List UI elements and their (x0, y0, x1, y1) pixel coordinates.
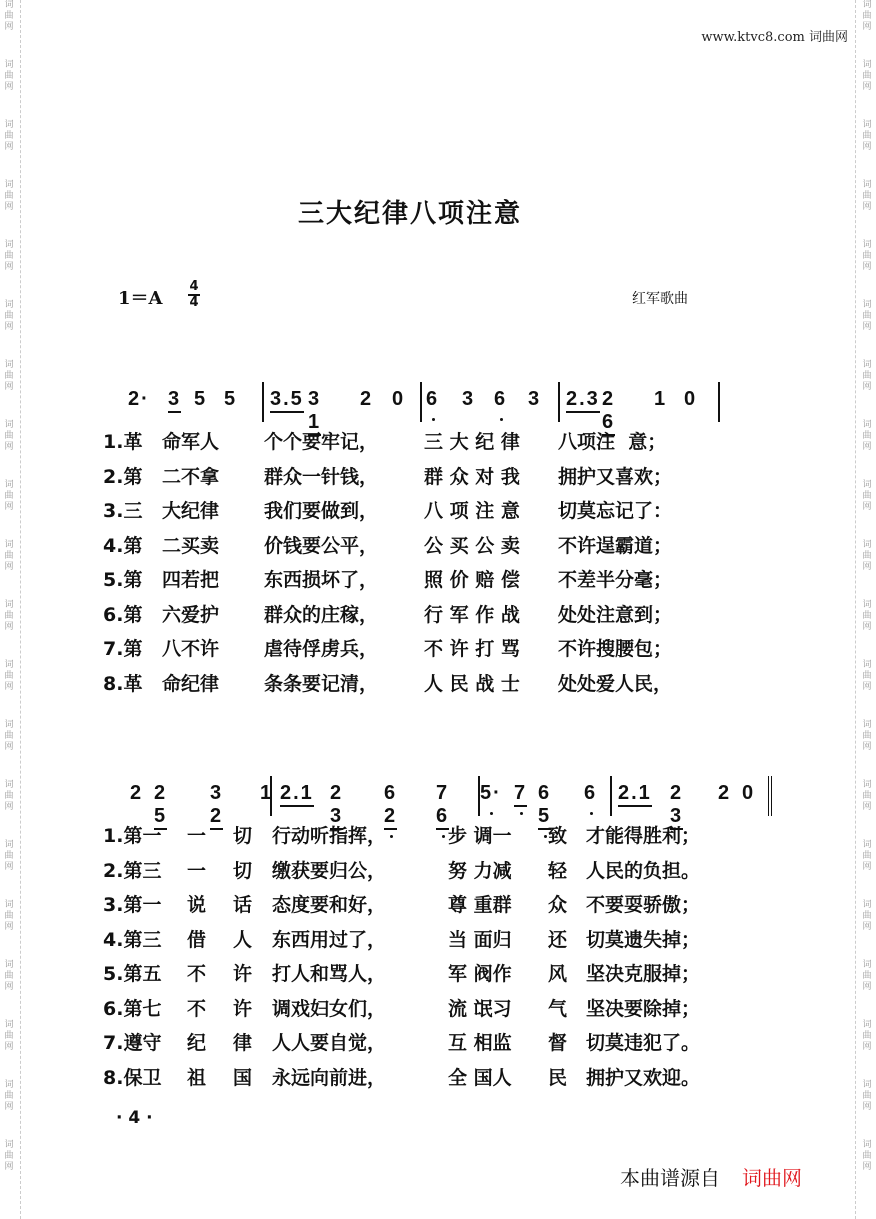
note: 1 (260, 782, 274, 804)
note: 0 (742, 782, 756, 804)
note: 5 (224, 388, 238, 410)
lyric-segment: 态度要和好， (272, 894, 387, 916)
lyric-segment: 人 (233, 928, 253, 951)
lyric-segment: 律 (233, 1032, 253, 1054)
lyric-segment: 一 (187, 859, 207, 882)
lyric-segment: 8.保卫 (103, 1066, 162, 1089)
lyric-segment: 步 调一 (448, 825, 512, 847)
lyric-segment: 军 阀作 (448, 963, 512, 985)
lyric-segment: 坚决克服掉； (586, 963, 701, 985)
lyric-segment: 六爱护 (162, 603, 220, 626)
lyric-segment: 2.第 (103, 465, 143, 488)
lyric-segment: 不许逞霸道； (558, 534, 673, 557)
lyric-segment: 切莫忘记了： (558, 500, 673, 522)
lyric-segment: 说 (187, 894, 207, 916)
note: 6 5 (538, 782, 551, 830)
watermark-text: 词曲网 (862, 1080, 872, 1112)
watermark-text: 词曲网 (4, 960, 14, 992)
lyric-segment: 许 (233, 963, 253, 985)
note: 3 2 (210, 782, 223, 830)
watermark-text: 词曲网 (862, 180, 872, 212)
lyric-segment: 打人和骂人， (272, 963, 387, 985)
lyric-segment: 督 (548, 1032, 568, 1054)
lyric-segment: 调戏妇女们， (272, 997, 387, 1020)
watermark-text: 词曲网 (4, 420, 14, 452)
lyric-segment: 东西用过了， (272, 928, 387, 951)
lyric-segment: 8.革 (103, 672, 143, 695)
lyric-segment: 群众一针钱， (264, 465, 379, 488)
lyric-segment: 切莫遗失掉； (586, 928, 701, 951)
credit-site: 词曲网 (742, 1166, 802, 1190)
lyric-segment: 我们要做到， (264, 500, 379, 522)
time-top: 4 (189, 279, 199, 294)
lyric-segment: 三 大 纪 律 (424, 431, 520, 453)
lyric-segment: 东西损坏了， (264, 569, 379, 591)
lyric-segment: 民 (548, 1066, 568, 1089)
lyric-segment: 气 (548, 997, 568, 1020)
lyric-segment: 当 面归 (448, 928, 512, 951)
watermark-text: 词曲网 (862, 900, 872, 932)
watermark-text: 词曲网 (4, 240, 14, 272)
watermark-text: 词曲网 (862, 720, 872, 752)
lyric-segment: 人 民 战 士 (424, 672, 520, 695)
watermark-text: 词曲网 (862, 0, 872, 32)
watermark-text: 词曲网 (862, 420, 872, 452)
note: 2 3 (670, 782, 683, 830)
note: 3.5 (270, 388, 304, 413)
source-credit (620, 1162, 802, 1191)
note: 2 3 (330, 782, 343, 830)
lyric-segment: 切 (233, 825, 253, 847)
lyric-segment: 2.第三 (103, 859, 162, 882)
lyric-segment: 坚决要除掉； (586, 997, 701, 1020)
lyric-segment: 一 (187, 825, 207, 847)
note: 5· (480, 782, 502, 804)
watermark-text: 词曲网 (862, 840, 872, 872)
lyric-segment: 行动听指挥， (272, 825, 387, 847)
lyric-segment: 照 价 赔 偿 (424, 569, 520, 591)
lyric-segment: 群众的庄稼， (264, 603, 379, 626)
note: 7 6 (436, 782, 449, 830)
lyric-segment: 3.三 (103, 500, 143, 522)
note: 2 5 (154, 782, 167, 830)
lyric-segment: 虐待俘虏兵， (264, 638, 379, 660)
note: 2· (128, 388, 150, 410)
barline (768, 776, 775, 816)
barline (270, 776, 272, 816)
lyric-segment: 尊 重群 (448, 894, 512, 916)
barline (718, 382, 720, 422)
lyric-segment: 人民的负担。 (586, 859, 701, 882)
watermark-text: 词曲网 (4, 540, 14, 572)
watermark-text: 词曲网 (862, 960, 872, 992)
watermark-text: 词曲网 (4, 900, 14, 932)
note: 2.1 (280, 782, 314, 807)
lyric-segment: 拥护又欢迎。 (586, 1066, 701, 1089)
lyric-segment: 拥护又喜欢； (558, 465, 673, 488)
key-signature: 1＝A (118, 288, 163, 309)
lyric-segment: 切莫违犯了。 (586, 1032, 701, 1054)
note: 0 (392, 388, 406, 410)
watermark-text: 词曲网 (4, 1020, 14, 1052)
lyric-segment: 3.第一 (103, 894, 162, 916)
note: 2 6 (602, 388, 615, 436)
watermark-text: 词曲网 (862, 660, 872, 692)
lyric-segment: 公 买 公 卖 (424, 534, 520, 557)
lyric-segment: 许 (233, 997, 253, 1020)
note: 6 (494, 388, 508, 410)
note: 3 1 (308, 388, 321, 436)
watermark-column-left (2, 0, 16, 1200)
lyric-segment: 7.遵守 (103, 1032, 162, 1054)
watermark-text: 词曲网 (862, 780, 872, 812)
lyric-segment: 1.第一 (103, 825, 162, 847)
lyric-segment: 努 力减 (448, 859, 512, 882)
lyric-segment: 5.第五 (103, 963, 162, 985)
lyric-segment: 纪 (187, 1032, 207, 1054)
page-number: · 4 · (116, 1108, 153, 1128)
composer: 红军歌曲 (632, 291, 688, 307)
note: 7 (514, 782, 527, 807)
note: 2 (718, 782, 732, 804)
time-bottom: 4 (189, 295, 199, 310)
watermark-text: 词曲网 (862, 480, 872, 512)
lyric-segment: 处处爱人民， (558, 672, 673, 695)
note: 6 (426, 388, 440, 410)
note: 2 (360, 388, 374, 410)
note: 1 (654, 388, 668, 410)
watermark-text: 词曲网 (4, 0, 14, 32)
watermark-text: 词曲网 (4, 180, 14, 212)
watermark-text: 词曲网 (862, 1020, 872, 1052)
lyric-segment: 话 (233, 894, 253, 916)
lyric-segment: 八不许 (162, 638, 220, 660)
lyric-segment: 1.革 (103, 431, 143, 453)
lyric-segment: 致 (548, 825, 568, 847)
site-watermark: www.ktvc8.com 词曲网 (701, 30, 848, 45)
barline (262, 382, 264, 422)
watermark-text: 词曲网 (862, 540, 872, 572)
watermark-text: 词曲网 (4, 780, 14, 812)
note: 2.1 (618, 782, 652, 807)
lyric-segment: 不要耍骄傲； (586, 894, 701, 916)
watermark-text: 词曲网 (862, 60, 872, 92)
lyric-segment: 5.第 (103, 569, 143, 591)
note: 3 (528, 388, 542, 410)
lyric-segment: 4.第 (103, 534, 143, 557)
lyric-segment: 命军人 (162, 431, 220, 453)
lyric-segment: 价钱要公平， (264, 534, 379, 557)
credit-prefix: 本曲谱源自 (620, 1166, 720, 1190)
lyric-segment: 八项注 意； (558, 431, 667, 453)
watermark-text: 词曲网 (4, 480, 14, 512)
lyric-segment: 轻 (548, 859, 568, 882)
note: 6 (584, 782, 598, 804)
watermark-text: 词曲网 (4, 360, 14, 392)
lyric-segment: 7.第 (103, 638, 143, 660)
lyric-segment: 切 (233, 859, 253, 882)
margin-line (20, 0, 21, 1219)
lyric-segment: 流 氓习 (448, 997, 512, 1020)
watermark-text: 词曲网 (4, 300, 14, 332)
barline (558, 382, 560, 422)
barline (610, 776, 612, 816)
watermark-text: 词曲网 (4, 60, 14, 92)
margin-line (855, 0, 856, 1219)
lyric-segment: 人人要自觉， (272, 1032, 387, 1054)
lyric-segment: 众 (548, 894, 568, 916)
watermark-text: 词曲网 (862, 300, 872, 332)
lyric-segment: 互 相监 (448, 1032, 512, 1054)
lyric-segment: 处处注意到； (558, 603, 673, 626)
lyric-segment: 永远向前进， (272, 1066, 387, 1089)
lyric-segment: 祖 (187, 1066, 207, 1089)
lyric-segment: 6.第 (103, 603, 143, 626)
lyric-segment: 不 (187, 963, 207, 985)
lyric-segment: 4.第三 (103, 928, 162, 951)
watermark-text: 词曲网 (4, 1080, 14, 1112)
watermark-text: 词曲网 (862, 240, 872, 272)
note: 6 2 (384, 782, 397, 830)
note: 3 (462, 388, 476, 410)
watermark-text: 词曲网 (862, 1140, 872, 1172)
watermark-text: 词曲网 (4, 660, 14, 692)
lyric-segment: 八 项 注 意 (424, 500, 520, 522)
watermark-text: 词曲网 (862, 600, 872, 632)
lyric-segment: 群 众 对 我 (424, 465, 520, 488)
lyric-segment: 才能得胜利； (586, 825, 701, 847)
watermark-text: 词曲网 (862, 120, 872, 152)
lyric-segment: 四若把 (162, 569, 220, 591)
lyric-segment: 二买卖 (162, 534, 220, 557)
lyric-segment: 不 许 打 骂 (424, 638, 520, 660)
watermark-text: 词曲网 (862, 360, 872, 392)
note: 3 (168, 388, 181, 413)
watermark-text: 词曲网 (4, 600, 14, 632)
lyric-segment: 6.第七 (103, 997, 162, 1020)
lyric-segment: 个个要牢记， (264, 431, 379, 453)
watermark-text: 词曲网 (4, 720, 14, 752)
watermark-column-right (860, 0, 874, 1200)
lyric-segment: 国 (233, 1066, 253, 1089)
watermark-text: 词曲网 (4, 120, 14, 152)
lyric-segment: 风 (548, 963, 568, 985)
note: 0 (684, 388, 698, 410)
note: 2 (130, 782, 144, 804)
lyric-segment: 缴获要归公， (272, 859, 387, 882)
lyric-segment: 条条要记清， (264, 672, 379, 695)
lyric-segment: 全 国人 (448, 1066, 512, 1089)
song-title: 三大纪律八项注意 (297, 199, 522, 229)
note: 2.3 (566, 388, 600, 413)
lyric-segment: 不差半分毫； (558, 569, 673, 591)
lyric-segment: 不许搜腰包； (558, 638, 673, 660)
lyric-segment: 二不拿 (162, 465, 220, 488)
lyric-segment: 还 (548, 928, 568, 951)
lyric-segment: 行 军 作 战 (424, 603, 520, 626)
watermark-text: 词曲网 (4, 1140, 14, 1172)
lyric-segment: 大纪律 (162, 500, 220, 522)
barline (420, 382, 422, 422)
note: 5 (194, 388, 208, 410)
lyric-segment: 命纪律 (162, 672, 220, 695)
time-signature (188, 280, 200, 310)
lyric-segment: 借 (187, 928, 207, 951)
watermark-text: 词曲网 (4, 840, 14, 872)
lyric-segment: 不 (187, 997, 207, 1020)
